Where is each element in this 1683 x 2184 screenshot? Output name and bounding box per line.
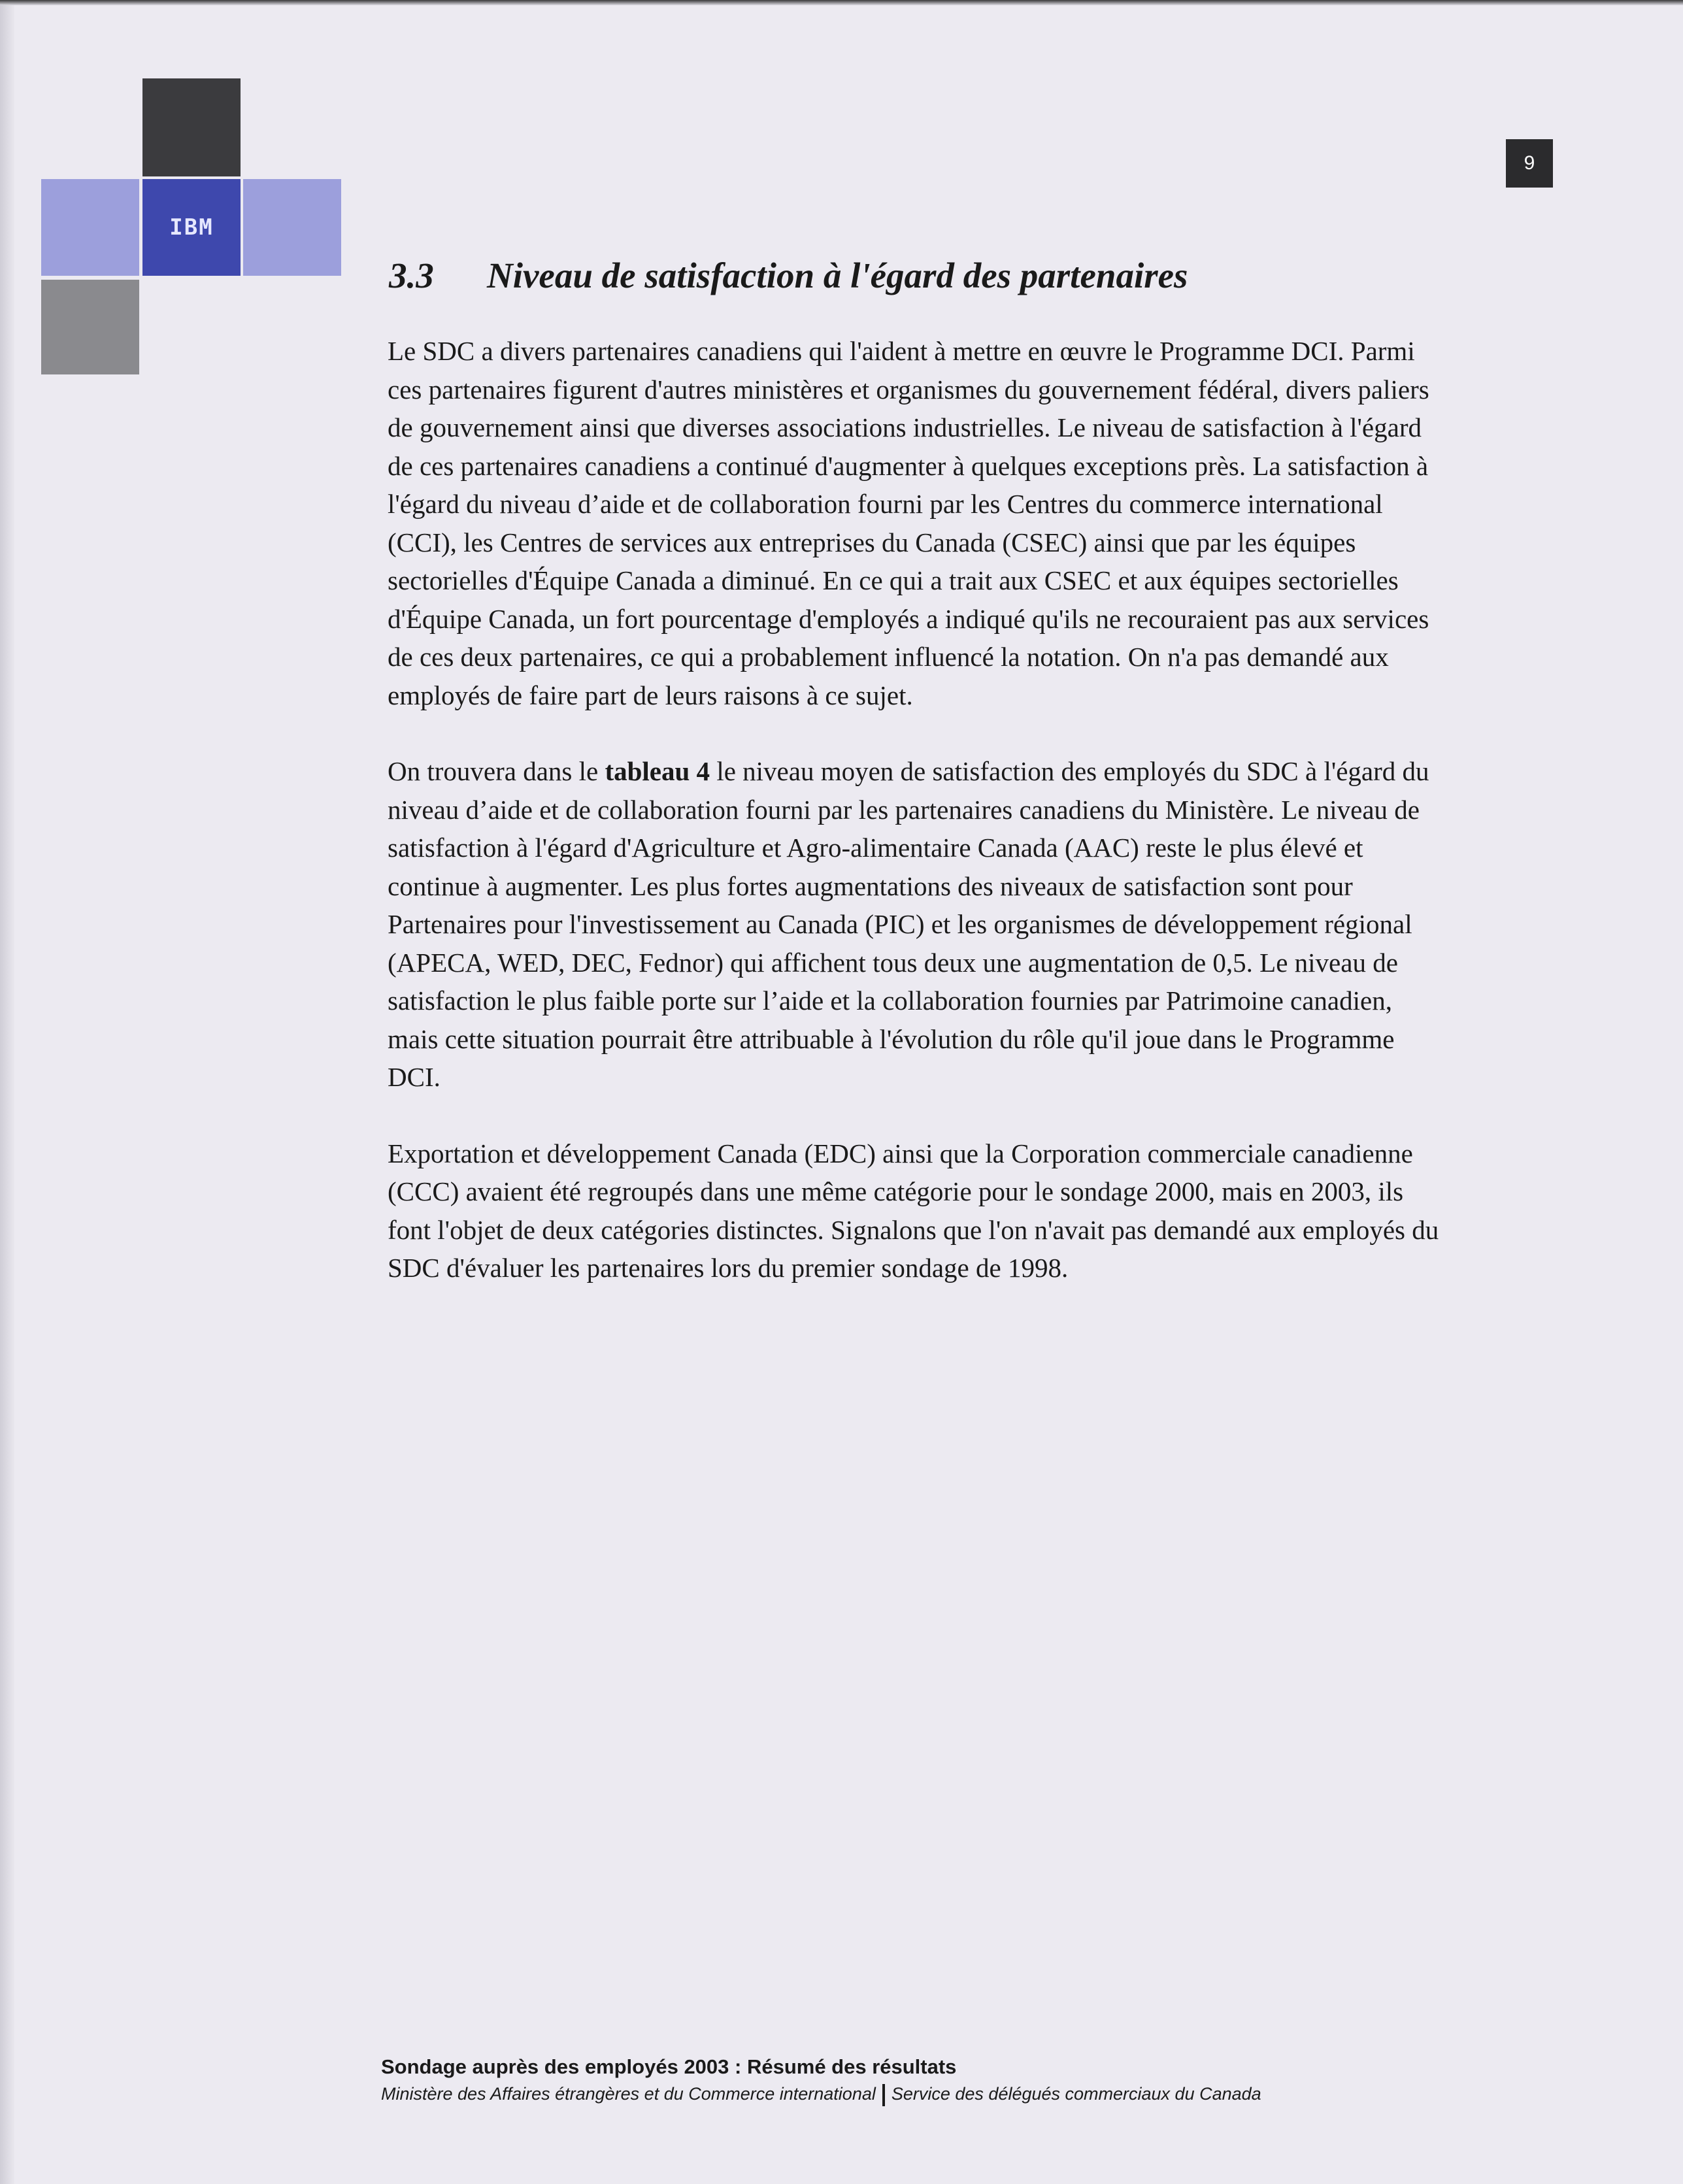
ibm-logo-text: IBM — [142, 179, 241, 276]
paragraph-2-start: On trouvera dans le — [388, 756, 605, 786]
logo-block-dark — [142, 78, 241, 176]
footer-separator — [882, 2084, 885, 2106]
paragraph-1: Le SDC a divers partenaires canadiens qui l'aident à mettre en œuvre le Programme DCI. Parmi ces partenaires figurent d'autres ministères et organismes du gouvernement fédéral, divers paliers de gouvernement ainsi que diverses associations industrielles. Le niveau de satisfaction à l'égard de ces partenaires canadiens a continué d'augmenter à quelques exceptions près. La satisfaction à l'égard du niveau d’aide et de collaboration fourni par les Centres du commerce international (CCI), les Centres de services aux entreprises du Canada (CSEC) ainsi que par les équipes sectorielles d'Équipe Canada a diminué. En ce qui a trait aux CSEC et aux équipes sectorielles d'Équipe Canada, un fort pourcentage d'employés a indiqué qu'ils ne recouraient pas aux services de ces deux partenaires, ce qui a probablement influencé la notation. On n'a pas demandé aux employés de faire part de leurs raisons à ce sujet. — [388, 336, 1429, 710]
footer-ministry: Ministère des Affaires étrangères et du Commerce international — [381, 2084, 876, 2104]
page-number: 9 — [1506, 139, 1553, 188]
paragraph-2-rest: le niveau moyen de satisfaction des employés du SDC à l'égard du niveau d’aide et de collaboration fourni par les partenaires canadiens du Ministère. Le niveau de satisfaction à l'égard d'Agriculture et Agro-alimentaire Canada (AAC) reste le plus élevé et continue à augmenter. Les plus fortes augmentations des niveaux de satisfaction sont pour Partenaires pour l'investissement au Canada (PIC) et les organismes de développement régional (APECA, WED, DEC, Fednor) qui affichent tous deux une augmentation de 0,5. Le niveau de satisfaction le plus faible porte sur l’aide et la collaboration fournies par Patrimoine canadien, mais cette situation pourrait être attribuable à l'évolution du rôle qu'il joue dans le Programme DCI. — [388, 756, 1429, 1092]
logo-block-lavender-right — [243, 179, 341, 276]
logo-block-lavender-left — [41, 179, 139, 276]
body-text — [388, 332, 1440, 1325]
page-top-edge — [0, 0, 1683, 5]
footer — [381, 2055, 1261, 2106]
table-reference: tableau 4 — [605, 756, 710, 786]
footer-service: Service des délégués commerciaux du Canada — [891, 2084, 1261, 2104]
section-title: Niveau de satisfaction à l'égard des partenaires — [487, 256, 1188, 295]
logo-block-gray — [41, 280, 139, 374]
section-heading — [389, 255, 1188, 296]
section-number: 3.3 — [389, 256, 434, 295]
page-edge — [0, 0, 14, 2184]
footer-subtitle — [381, 2084, 1261, 2106]
paragraph-3: Exportation et développement Canada (EDC) ainsi que la Corporation commerciale canadienne (CCC) avaient été regroupés dans une même catégorie pour le sondage 2000, mais en 2003, ils font l'objet de deux catégories distinctes. Signalons que l'on n'avait pas demandé aux employés du SDC d'évaluer les partenaires lors du premier sondage de 1998. — [388, 1138, 1439, 1283]
footer-title: Sondage auprès des employés 2003 : Résumé des résultats — [381, 2055, 957, 2078]
paragraph-2 — [388, 752, 1440, 1097]
